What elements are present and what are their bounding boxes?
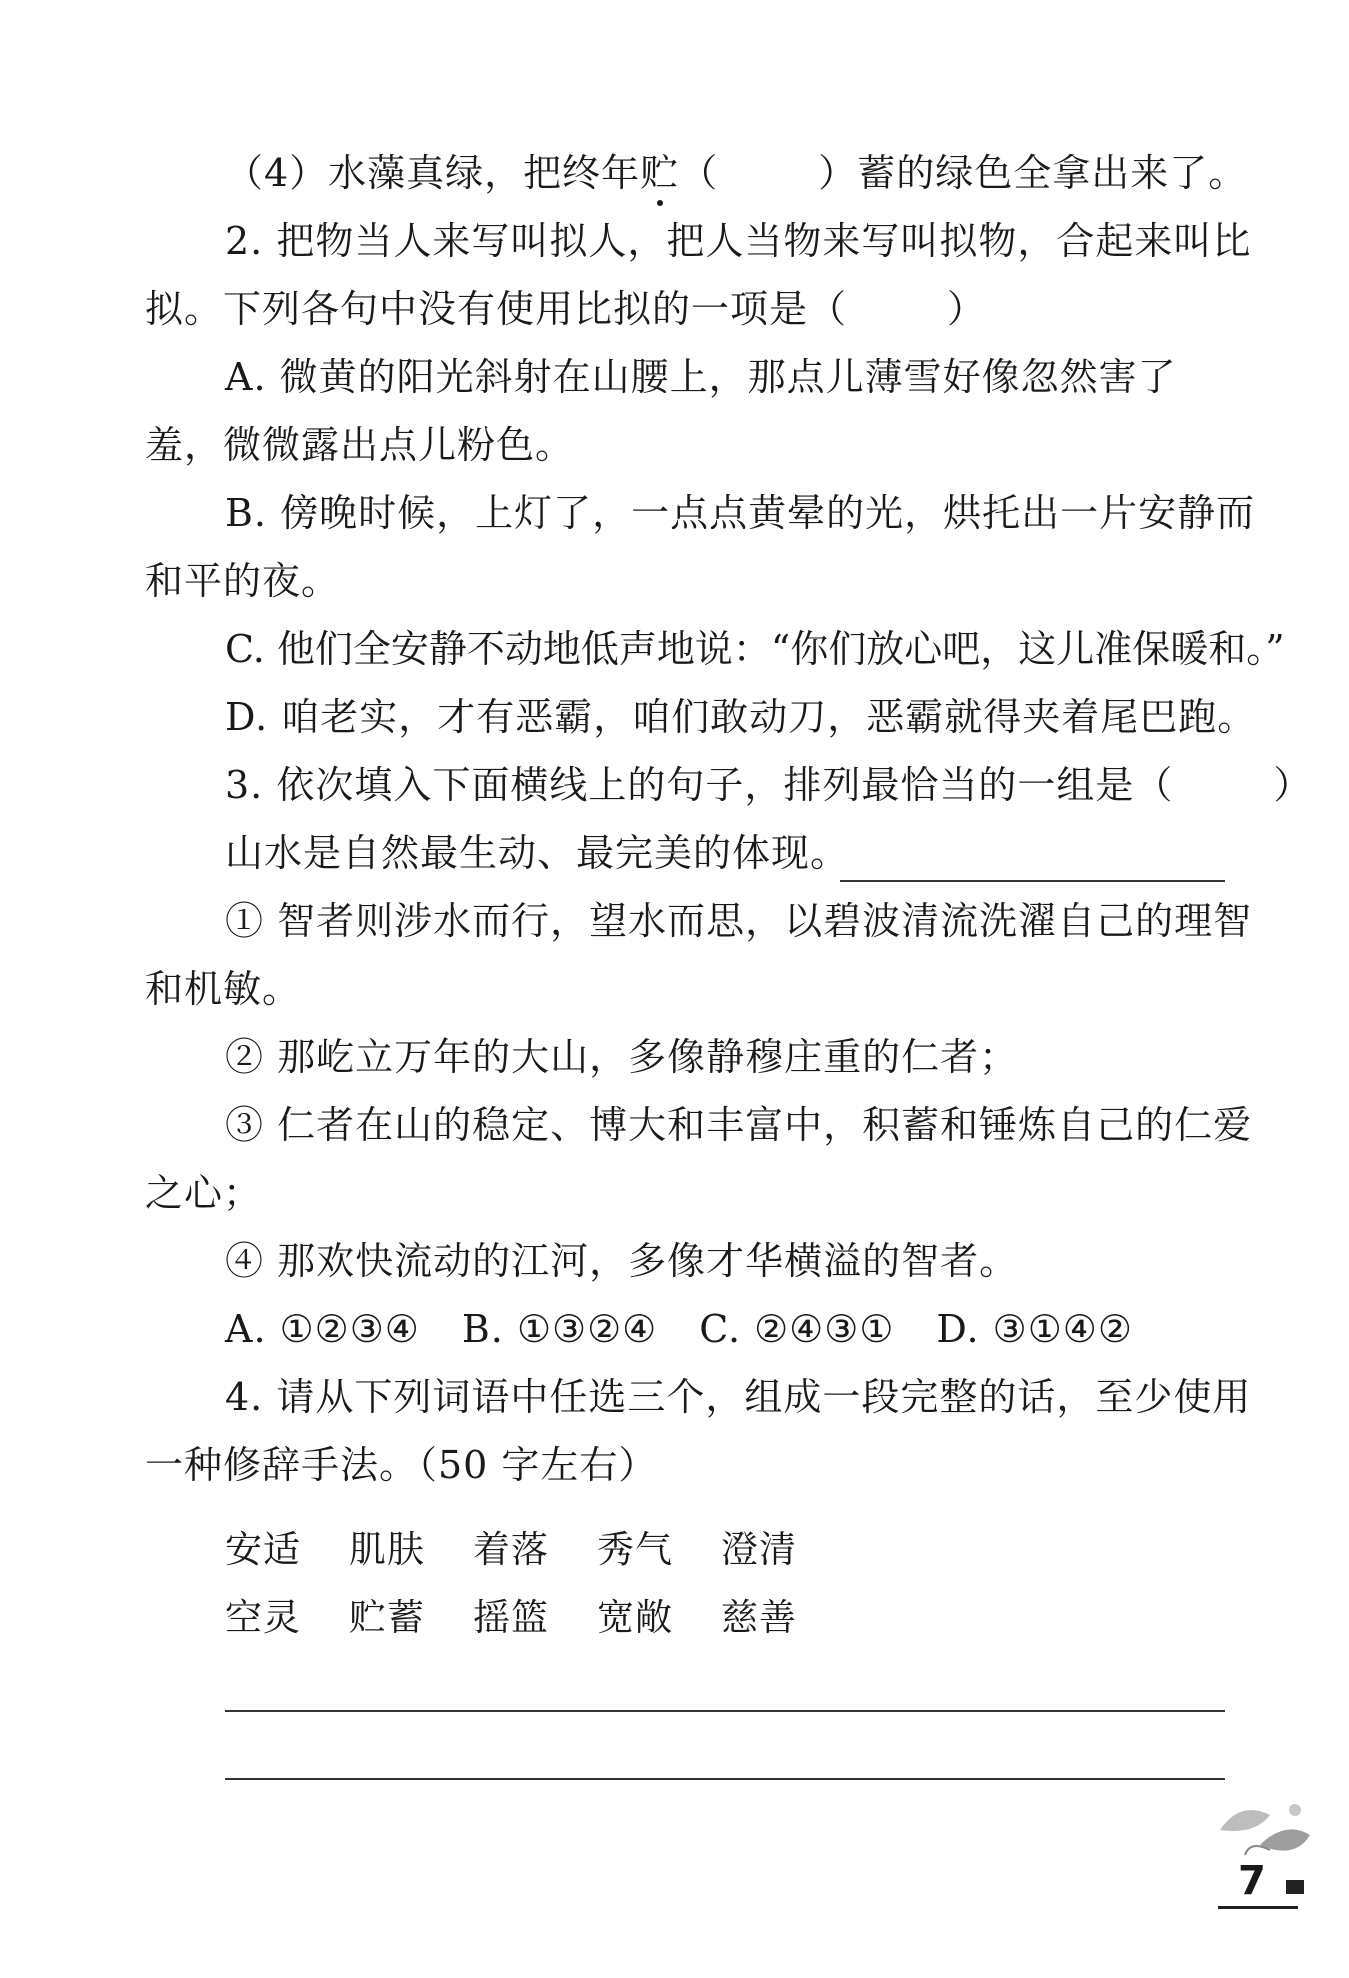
q1-paren-open: （ <box>679 151 719 195</box>
q2-paren-close: ） <box>947 287 987 331</box>
page-number: 7 <box>1238 1858 1266 1904</box>
q2-line-1: 2. 把物当人来写叫拟人，把人当物来写叫拟物，合起来叫比 <box>225 219 1252 263</box>
word: 宽敞 <box>597 1596 673 1639</box>
choice-a[interactable]: A. ①②③④ <box>225 1307 420 1351</box>
word: 澄清 <box>721 1528 797 1571</box>
word: 慈善 <box>721 1596 797 1639</box>
q3-paren-close: ） <box>1273 763 1313 807</box>
word: 空灵 <box>225 1596 301 1639</box>
q2-option-a-line-2: 羞，微微露出点儿粉色。 <box>145 423 575 467</box>
fill-in-line[interactable] <box>840 880 1225 882</box>
q3-sentence-2: ② 那屹立万年的大山，多像静穆庄重的仁者； <box>225 1035 1019 1079</box>
q4-line-1: 4. 请从下列词语中任选三个，组成一段完整的话，至少使用 <box>225 1375 1252 1419</box>
q3-sentence-4: ④ 那欢快流动的江河，多像才华横溢的智者。 <box>225 1239 1019 1283</box>
q3-sentence-1-line-1: ① 智者则涉水而行，望水而思，以碧波清流洗濯自己的理智 <box>225 899 1253 943</box>
word-bank-row-2 <box>225 1594 845 1641</box>
q3-choices <box>225 1306 1175 1352</box>
word: 摇篮 <box>473 1596 549 1639</box>
q2-option-c: C. 他们全安静不动地低声地说：“你们放心吧，这儿准保暖和。” <box>225 627 1285 671</box>
q2-option-b-line-2: 和平的夜。 <box>145 559 341 603</box>
choice-d[interactable]: D. ③①④② <box>936 1307 1133 1351</box>
q2-line-2 <box>145 286 986 332</box>
q2-option-a-line-1: A. 微黄的阳光斜射在山腰上，那点儿薄雪好像忽然害了 <box>225 355 1177 399</box>
q2-option-b-line-1: B. 傍晚时候，上灯了，一点点黄晕的光，烘托出一片安静而 <box>225 491 1256 535</box>
word: 秀气 <box>597 1528 673 1571</box>
choice-c[interactable]: C. ②④③① <box>699 1307 895 1351</box>
word: 着落 <box>473 1528 549 1571</box>
page-number-block <box>1286 1880 1304 1894</box>
q1-text: （4）水藻真绿，把终年 <box>225 151 641 195</box>
q3-sentence-1-line-2: 和机敏。 <box>145 967 302 1011</box>
q3-line <box>225 762 1312 808</box>
q3-intro: 山水是自然最生动、最完美的体现。 <box>225 831 850 875</box>
q3-sentence-3-line-2: 之心； <box>145 1171 263 1215</box>
word: 肌肤 <box>349 1528 425 1571</box>
q3-text: 3. 依次填入下面横线上的句子，排列最恰当的一组是（ <box>225 763 1174 807</box>
emphasized-char: 贮 <box>640 151 680 195</box>
word: 安适 <box>225 1528 301 1571</box>
answer-line-1[interactable] <box>225 1710 1225 1712</box>
answer-line-2[interactable] <box>225 1778 1225 1780</box>
q1-text-end: ）蓄的绿色全拿出来了。 <box>818 151 1248 195</box>
page-number-rule <box>1218 1906 1298 1909</box>
choice-b[interactable]: B. ①③②④ <box>461 1307 658 1351</box>
q4-line-2: 一种修辞手法。（50 字左右） <box>145 1443 658 1487</box>
q2-text: 拟。下列各句中没有使用比拟的一项是（ <box>145 287 848 331</box>
word-bank-row-1 <box>225 1526 845 1573</box>
q2-option-d: D. 咱老实，才有恶霸，咱们敢动刀，恶霸就得夹着尾巴跑。 <box>225 695 1257 739</box>
word: 贮蓄 <box>349 1596 425 1639</box>
q1-item-4 <box>225 150 1247 196</box>
q3-sentence-3-line-1: ③ 仁者在山的稳定、博大和丰富中，积蓄和锤炼自己的仁爱 <box>225 1103 1253 1147</box>
